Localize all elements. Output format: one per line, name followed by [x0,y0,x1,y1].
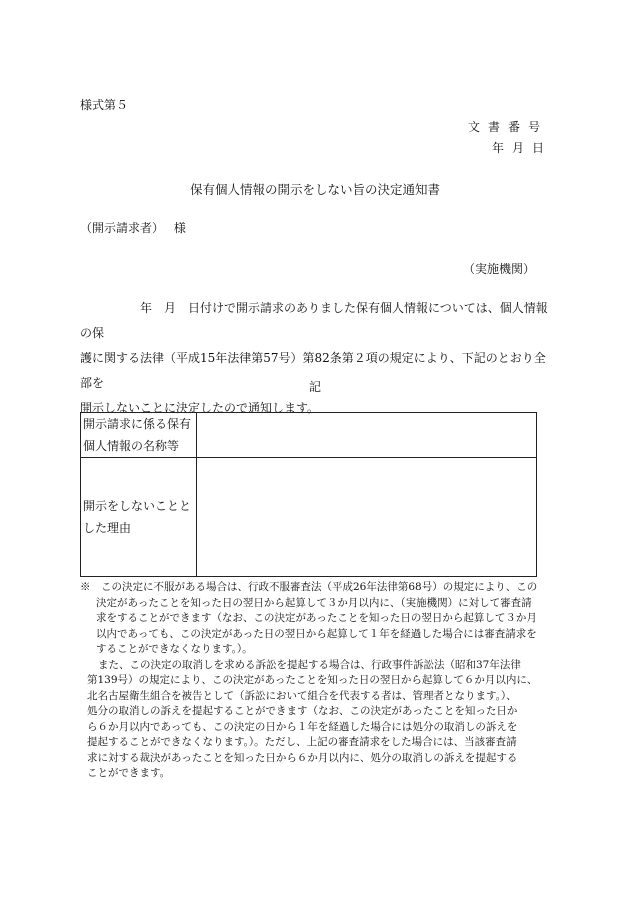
notes-section [80,580,550,782]
notice-body: 年 月 日付けで開示請求のありました保有個人情報については、個人情報の保 護に関する法律（平成15年法律第57号）第82条第２項の規定により、下記のとおり全部を 開示しないことに決定したので通知します。 [80,301,548,415]
row-label-info-name: 開示請求に係る保有個人情報の名称等 [81,413,197,458]
info-table [80,412,537,577]
implementing-agency: （実施機関） [463,262,536,276]
table-row [81,458,537,577]
note-appeal: ※ この決定に不服がある場合は、行政不服審査法（平成26年法律第68号）の規定により、この 決定があったことを知った日の翌日から起算して３か月以内に、（実施機関）に対して審査請 求をすることができます（なお、この決定があったことを知った日の翌日から起算して３か月 以内であっても、この決定があった日の翌日から起算して１年を経過した場合には審査請求を することができなくなります。）。 [80,581,538,655]
date-label: 年月日 [492,141,553,155]
row-value-reason [197,458,537,577]
document-number-label: 文書番号 [468,120,549,134]
row-label-reason: 開示をしないこととした理由 [81,458,197,577]
ki-heading: 記 [308,380,321,394]
table-row [81,413,537,458]
form-number: 様式第５ [80,98,129,112]
addressee: （開示請求者） 様 [80,221,186,235]
row-value-info-name [197,413,537,458]
note-lawsuit: また、この決定の取消しを求める訴訟を提起する場合は、行政事件訴訟法（昭和37年法律 第139号）の規定により、この決定があったことを知った日の翌日から起算して６か月以内に、 北名古屋衛生組合を被告として（訴訟において組合を代表する者は、管理者となります。）、 処分の取消しの訴えを提起することができます（なお、この決定があったことを知った日か ら６か月以内であっても、この決定の日から１年を経過した場合には処分の取消しの訴えを 提起することができなくなります。）。ただし、上記の審査請求をした場合には、当該審査請 求に対する裁決があったことを知った日から６か月以内に、処分の取消しの訴えを提起する ことができます。 [87,658,538,779]
document-title: 保有個人情報の開示をしない旨の決定通知書 [189,182,440,197]
